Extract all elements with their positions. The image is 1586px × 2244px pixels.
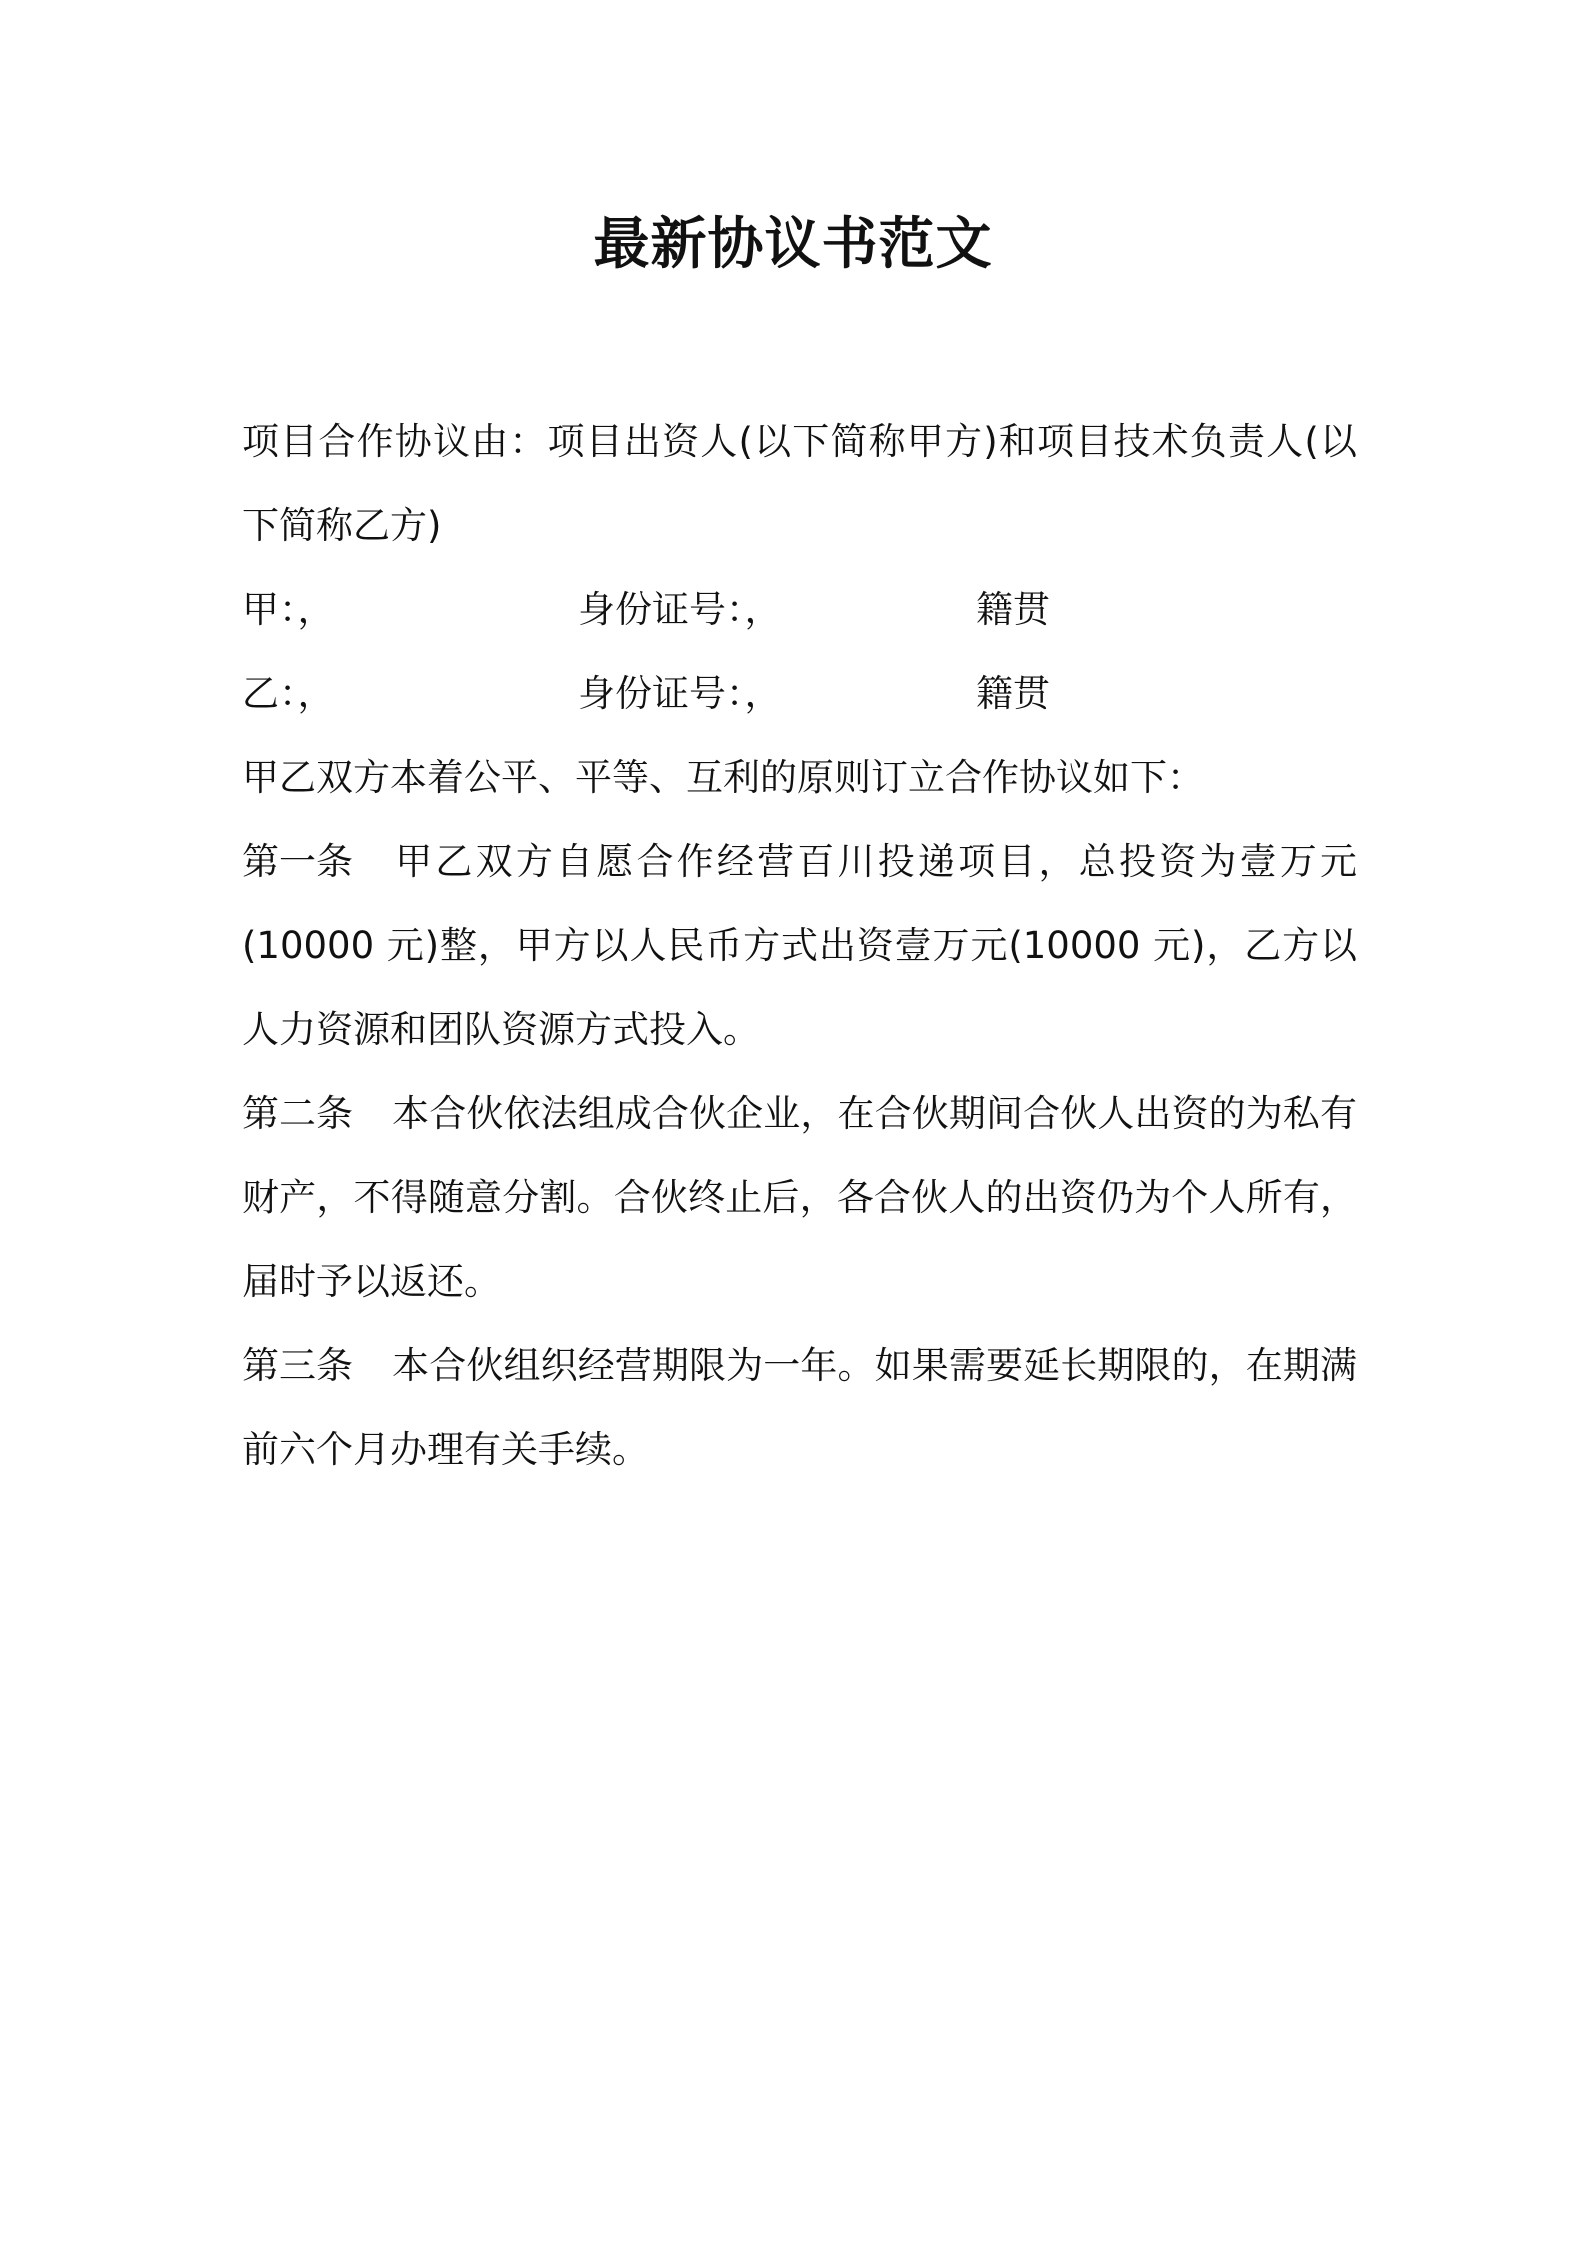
article-3-text: 本合伙组织经营期限为一年。如果需要延长期限的，在期满前六个月办理有关手续。: [242, 1344, 1357, 1471]
party-a-id-label: 身份证号：，: [578, 588, 782, 631]
article-1-label: 第一条: [242, 840, 353, 883]
party-b-id-label: 身份证号：，: [578, 672, 782, 715]
party-a-row: [242, 568, 1357, 652]
preamble-paragraph: 甲乙双方本着公平、平等、互利的原则订立合作协议如下：: [242, 756, 1204, 799]
party-b-label: 乙：，: [242, 672, 335, 715]
party-b-row: [242, 652, 1357, 736]
document-title: 最新协议书范文: [593, 212, 993, 277]
intro-paragraph: 项目合作协议由：项目出资人(以下简称甲方)和项目技术负责人(以下简称乙方): [242, 420, 1357, 547]
document-body: [242, 400, 1357, 1492]
article-1: [242, 820, 1357, 1072]
article-2-label: 第二条: [242, 1092, 353, 1135]
article-1-text: 甲乙双方自愿合作经营百川投递项目，总投资为壹万元(10000 元)整，甲方以人民币方式出资壹万元(10000 元)，乙方以人力资源和团队资源方式投入。: [242, 840, 1357, 1051]
article-3-label: 第三条: [242, 1344, 353, 1387]
article-2-text: 本合伙依法组成合伙企业，在合伙期间合伙人出资的为私有财产，不得随意分割。合伙终止后，各合伙人的出资仍为个人所有，届时予以返还。: [242, 1092, 1357, 1303]
party-a-label: 甲：，: [242, 588, 335, 631]
party-a-origin-label: 籍贯: [976, 588, 1050, 631]
party-b-origin-label: 籍贯: [976, 672, 1050, 715]
article-3: [242, 1324, 1357, 1492]
article-2: [242, 1072, 1357, 1324]
